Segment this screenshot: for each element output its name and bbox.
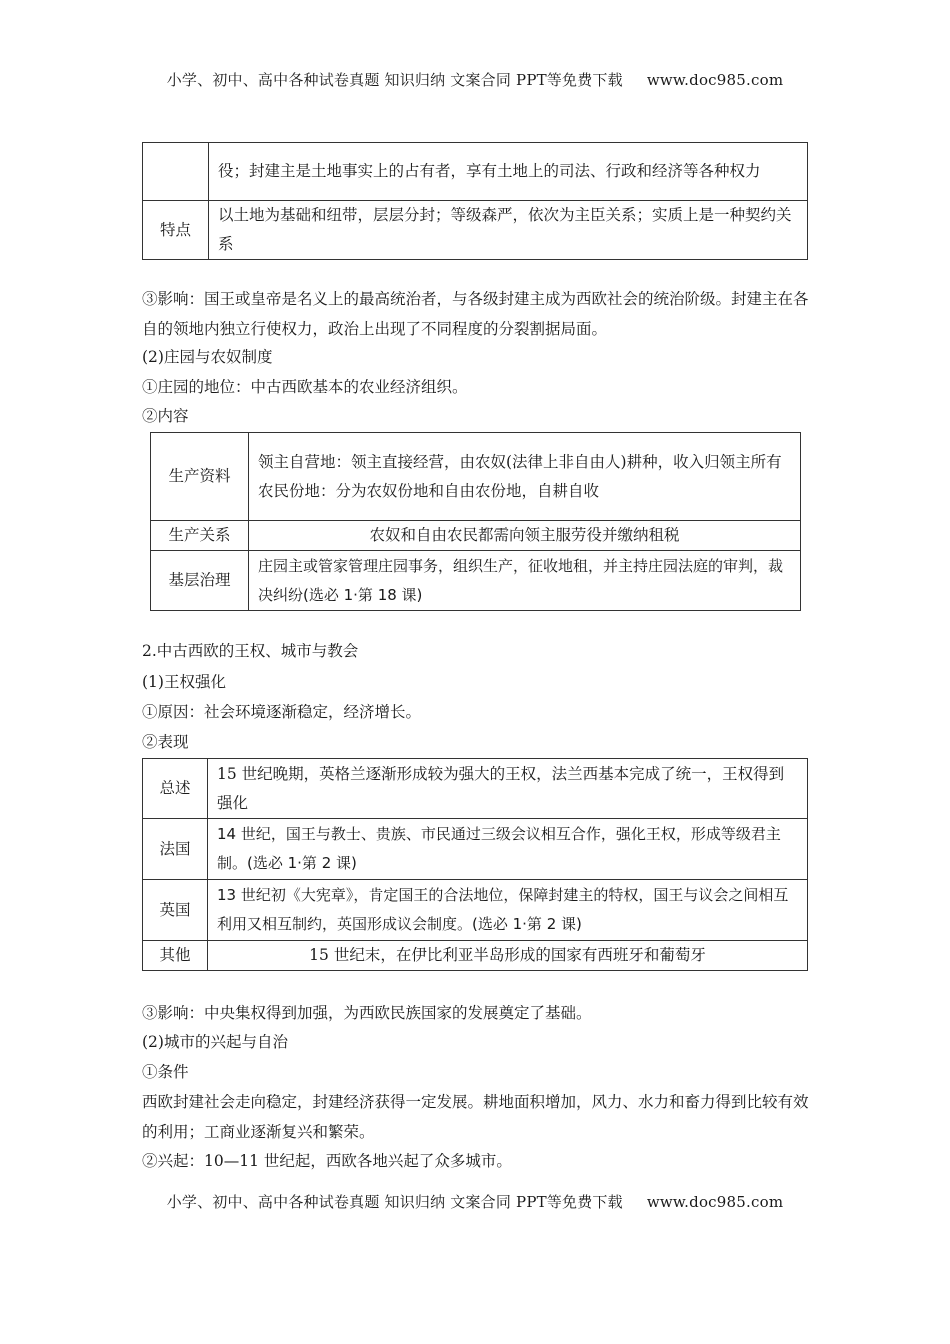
table-cell-label: 特点	[143, 201, 209, 260]
manor-content-label: ②内容	[142, 407, 189, 425]
table-row	[143, 941, 808, 971]
table-cell-content: 15 世纪末，在伊比利亚半岛形成的国家有西班牙和葡萄牙	[208, 941, 808, 971]
table-cell-label: 英国	[143, 880, 208, 941]
table-cell-label	[143, 143, 209, 201]
table-cell-label: 生产关系	[151, 521, 249, 551]
table-row	[143, 201, 808, 260]
table-row	[151, 521, 801, 551]
table-row	[143, 143, 808, 201]
manor-table	[150, 432, 801, 611]
table-cell-content: 14 世纪，国王与教士、贵族、市民通过三级会议相互合作，强化王权，形成等级君主制。(选必 1·第 2 课)	[208, 819, 808, 880]
table-cell-label: 法国	[143, 819, 208, 880]
header-text: 小学、初中、高中各种试卷真题 知识归纳 文案合同 PPT等免费下载	[166, 71, 623, 89]
table-row	[143, 759, 808, 819]
cell-line: 庄园主或管家管理庄园事务，组织生产，征收地租，并主持庄园法庭的审判，裁决纠纷(选必 1·第 18 课)	[258, 556, 784, 604]
feudal-table	[142, 142, 808, 260]
kingship-heading: (1)王权强化	[142, 673, 226, 691]
cell-line: 领主自营地：领主直接经营，由农奴(法律上非自由人)耕种，收入归领主所有	[258, 452, 782, 471]
table-cell-content: 15 世纪晚期，英格兰逐渐形成较为强大的王权，法兰西基本完成了统一，王权得到强化	[208, 759, 808, 819]
manor-status: ①庄园的地位：中古西欧基本的农业经济组织。	[142, 378, 468, 396]
table-cell-content	[249, 521, 801, 551]
table-cell-label: 总述	[143, 759, 208, 819]
table-cell-content: 13 世纪初《大宪章》，肯定国王的合法地位，保障封建主的特权，国王与议会之间相互利用又相互制约，英国形成议会制度。(选必 1·第 2 课)	[208, 880, 808, 941]
header-url[interactable]: www.doc985.com	[646, 71, 784, 89]
cell-line: 农民份地：分为农奴份地和自由农份地，自耕自收	[258, 481, 600, 500]
table-cell-label: 其他	[143, 941, 208, 971]
rise-paragraph: ②兴起：10—11 世纪起，西欧各地兴起了众多城市。	[142, 1152, 512, 1170]
table-cell-label: 生产资料	[151, 433, 249, 521]
reason-paragraph: ①原因：社会环境逐渐稳定，经济增长。	[142, 703, 422, 721]
city-heading: (2)城市的兴起与自治	[142, 1033, 288, 1051]
table-cell-content	[249, 551, 801, 611]
footer-url[interactable]: www.doc985.com	[646, 1193, 784, 1211]
condition-label: ①条件	[142, 1063, 189, 1081]
manor-heading: (2)庄园与农奴制度	[142, 348, 273, 366]
table-row	[143, 880, 808, 941]
page-header	[0, 69, 950, 90]
table-row	[143, 819, 808, 880]
manifest-label: ②表现	[142, 733, 189, 751]
table-row	[151, 433, 801, 521]
page-footer	[0, 1191, 950, 1212]
footer-text: 小学、初中、高中各种试卷真题 知识归纳 文案合同 PPT等免费下载	[166, 1193, 623, 1211]
kingship-table	[142, 758, 808, 971]
section-title: 2.中古西欧的王权、城市与教会	[142, 642, 359, 660]
table-row	[151, 551, 801, 611]
condition-paragraph: 西欧封建社会走向稳定，封建经济获得一定发展。耕地面积增加，风力、水力和畜力得到比较有效的利用；工商业逐渐复兴和繁荣。	[142, 1093, 809, 1141]
influence-paragraph: ③影响：国王或皇帝是名义上的最高统治者，与各级封建主成为西欧社会的统治阶级。封建主在各自的领地内独立行使权力，政治上出现了不同程度的分裂割据局面。	[142, 290, 809, 338]
table-cell-content: 以土地为基础和纽带，层层分封；等级森严，依次为主臣关系；实质上是一种契约关系	[209, 201, 808, 260]
table-cell-label: 基层治理	[151, 551, 249, 611]
cell-line: 农奴和自由农民都需向领主服劳役并缴纳租税	[369, 526, 680, 544]
table-cell-content	[249, 433, 801, 521]
influence-paragraph-2: ③影响：中央集权得到加强，为西欧民族国家的发展奠定了基础。	[142, 1004, 592, 1022]
table-cell-content: 役；封建主是土地事实上的占有者，享有土地上的司法、行政和经济等各种权力	[209, 143, 808, 201]
